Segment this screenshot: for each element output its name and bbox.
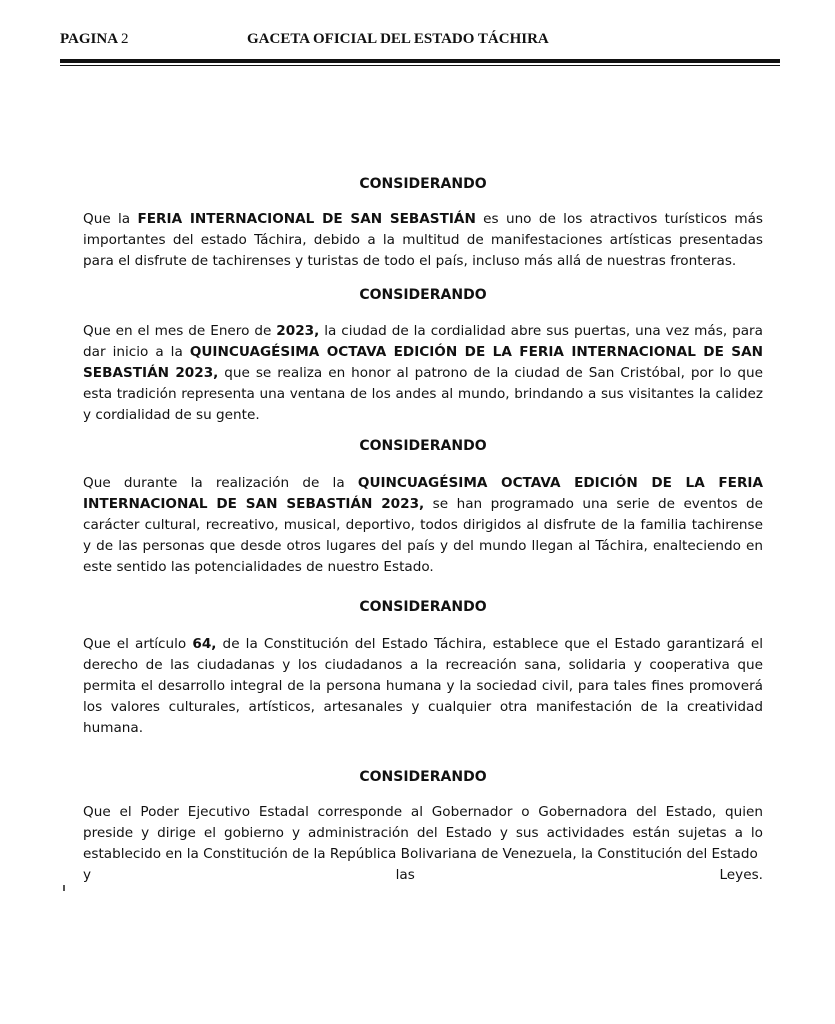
page-header (60, 31, 780, 53)
section-paragraph-1: Que la FERIA INTERNACIONAL DE SAN SEBASTIÁN es uno de los atractivos turísticos más importantes del estado Táchira, debido a la multitud de manifestaciones artísticas presentadas para el disfrute de tachirenses y turistas de todo el país, incluso más allá de nuestras fronteras. (83, 211, 763, 269)
section-heading-1: CONSIDERANDO (359, 176, 487, 192)
section-heading-2: CONSIDERANDO (359, 287, 487, 303)
section-heading-5: CONSIDERANDO (359, 769, 487, 785)
section-paragraph-2: Que en el mes de Enero de 2023, la ciudad de la cordialidad abre sus puertas, una vez más, para dar inicio a la QUINCUAGÉSIMA OCTAVA EDICIÓN DE LA FERIA INTERNACIONAL DE SAN SEBASTIÁN 2023, que se realiza en honor al patrono de la ciudad de San Cristóbal, por lo que esta tradición representa una ventana de los andes al mundo, brindando a sus visitantes la calidez y cordialidad de su gente. (83, 323, 763, 423)
section-heading-3: CONSIDERANDO (359, 438, 487, 454)
page-number: 2 (120, 31, 129, 47)
page-label: PAGINA 2 (60, 31, 129, 47)
header-rule-thin (60, 65, 780, 66)
section-paragraph-3: Que durante la realización de la QUINCUAGÉSIMA OCTAVA EDICIÓN DE LA FERIA INTERNACIONAL DE SAN SEBASTIÁN 2023, se han programado una serie de eventos de carácter cultural, recreativo, musical, deportivo, todos dirigidos al disfrute de la familia tachirense y de las personas que desde otros lugares del país y del mundo llegan al Táchira, enalteciendo en este sentido las potencialidades de nuestro Estado. (83, 475, 764, 575)
margin-mark (63, 885, 65, 891)
section-paragraph-5: Que el Poder Ejecutivo Estadal corresponde al Gobernador o Gobernadora del Estado, quien preside y dirige el gobierno y administración del Estado y sus actividades están sujetas a lo establecido en la Constitución de la República Bolivariana de Venezuela, la Constitución del Estado (83, 804, 763, 862)
gazette-title: GACETA OFICIAL DEL ESTADO TÁCHIRA (247, 31, 549, 47)
section-heading-4: CONSIDERANDO (359, 599, 487, 615)
section-paragraph-5-last-line: y las Leyes. (83, 867, 763, 883)
section-paragraph-4: Que el artículo 64, de la Constitución del Estado Táchira, establece que el Estado garantizará el derecho de las ciudadanas y los ciudadanos a la recreación sana, solidaria y cooperativa que permita el desarrollo integral de la persona humana y la sociedad civil, para tales fines promoverá los valores culturales, artísticos, artesanales y cualquier otra manifestación de la creatividad humana. (83, 636, 763, 736)
header-rule-thick (60, 59, 780, 63)
